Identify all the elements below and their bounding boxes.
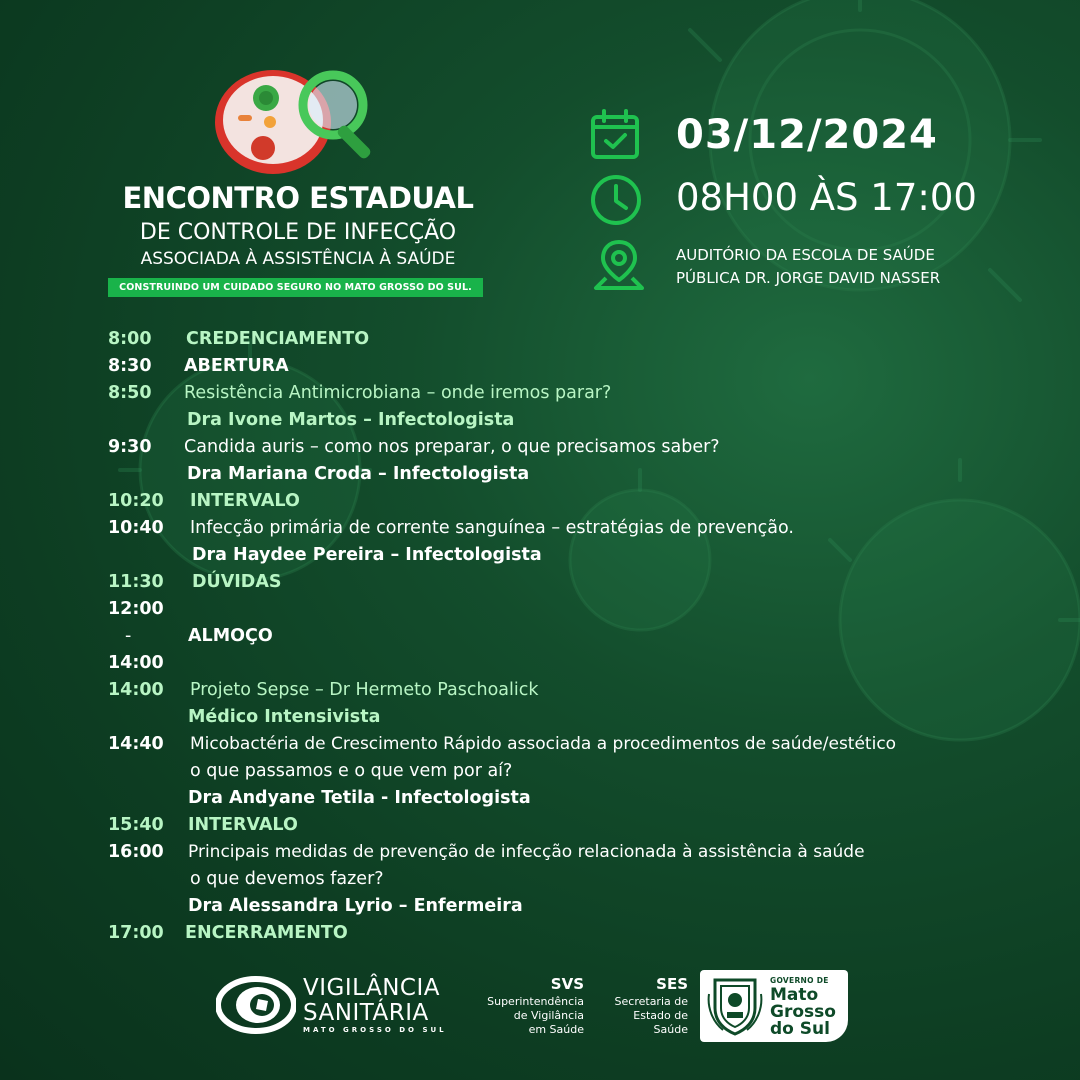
schedule-time: 15:40 xyxy=(108,815,164,835)
schedule-item: Infecção primária de corrente sanguínea – estratégias de prevenção. xyxy=(190,518,794,538)
schedule-item: Candida auris – como nos preparar, o que precisamos saber? xyxy=(184,437,720,457)
schedule-speaker: Dra Ivone Martos – Infectologista xyxy=(187,410,515,430)
schedule-time: 14:00 xyxy=(108,680,164,700)
schedule-time: 14:00 xyxy=(108,653,164,673)
schedule-speaker: Dra Andyane Tetila - Infectologista xyxy=(188,788,531,808)
schedule-time: 10:40 xyxy=(108,518,164,538)
gov-state-line1: Mato xyxy=(770,985,819,1005)
event-subtitle-line1: DE CONTROLE DE INFECÇÃO xyxy=(139,220,457,245)
visa-name-line3: MATO GROSSO DO SUL xyxy=(303,1026,447,1034)
petri-dish-magnifier-icon xyxy=(208,60,398,180)
vigilancia-sanitaria-logo-icon xyxy=(216,975,296,1035)
schedule-time: 10:20 xyxy=(108,491,164,511)
schedule-speaker: Médico Intensivista xyxy=(188,707,381,727)
svs-title: SVS xyxy=(550,975,584,993)
schedule-time: 8:00 xyxy=(108,329,152,349)
schedule-time: 8:30 xyxy=(108,356,152,376)
schedule-item: CREDENCIAMENTO xyxy=(186,329,370,349)
schedule-item: Principais medidas de prevenção de infecção relacionada à assistência à saúde xyxy=(188,842,865,862)
schedule-time-dash: - xyxy=(125,626,132,646)
schedule-item: INTERVALO xyxy=(190,491,300,511)
event-time: 08H00 ÀS 17:00 xyxy=(676,176,977,219)
schedule-item: Projeto Sepse – Dr Hermeto Paschoalick xyxy=(190,680,539,700)
ses-title: SES xyxy=(656,975,688,993)
svs-line3: em Saúde xyxy=(528,1023,584,1036)
schedule-time: 8:50 xyxy=(108,383,152,403)
schedule-time: 12:00 xyxy=(108,599,164,619)
schedule-item: Micobactéria de Crescimento Rápido associada a procedimentos de saúde/estético xyxy=(190,734,897,754)
schedule-item: DÚVIDAS xyxy=(192,572,282,592)
ses-line2: Estado de xyxy=(633,1009,688,1022)
event-title: ENCONTRO ESTADUAL xyxy=(122,181,474,215)
visa-name-line1: VIGILÂNCIA xyxy=(303,975,440,1001)
schedule-item: INTERVALO xyxy=(188,815,298,835)
ses-line1: Secretaria de xyxy=(614,995,688,1008)
event-subtitle-line2: ASSOCIADA À ASSISTÊNCIA À SAÚDE xyxy=(140,249,456,269)
schedule-speaker: Dra Haydee Pereira – Infectologista xyxy=(192,545,542,565)
schedule-speaker: Dra Alessandra Lyrio – Enfermeira xyxy=(188,896,523,916)
venue-line1: AUDITÓRIO DA ESCOLA DE SAÚDE xyxy=(676,246,935,264)
svs-line1: Superintendência xyxy=(487,995,584,1008)
schedule-time: 14:40 xyxy=(108,734,164,754)
schedule-item: ALMOÇO xyxy=(188,626,273,646)
event-date: 03/12/2024 xyxy=(676,112,938,158)
venue-line2: PÚBLICA DR. JORGE DAVID NASSER xyxy=(676,269,941,287)
tagline-banner: CONSTRUINDO UM CUIDADO SEGURO NO MATO GROSSO DO SUL. xyxy=(108,278,483,297)
ses-line3: Saúde xyxy=(653,1023,688,1036)
location-pin-icon xyxy=(592,238,646,292)
state-coat-of-arms-icon xyxy=(705,974,765,1038)
schedule-item-continued: o que passamos e o que vem por aí? xyxy=(190,761,513,781)
clock-icon xyxy=(589,173,643,227)
schedule-item: ENCERRAMENTO xyxy=(185,923,348,943)
gov-state-line3: do Sul xyxy=(770,1019,830,1039)
schedule-time: 17:00 xyxy=(108,923,164,943)
schedule-time: 11:30 xyxy=(108,572,164,592)
schedule-time: 9:30 xyxy=(108,437,152,457)
schedule-item-continued: o que devemos fazer? xyxy=(190,869,384,889)
calendar-check-icon xyxy=(589,109,641,161)
schedule-speaker: Dra Mariana Croda – Infectologista xyxy=(187,464,530,484)
svs-line2: de Vigilância xyxy=(513,1009,584,1022)
gov-label: GOVERNO DE xyxy=(770,976,829,985)
visa-name-line2: SANITÁRIA xyxy=(303,1000,429,1026)
schedule-time: 16:00 xyxy=(108,842,164,862)
gov-state-line2: Grosso xyxy=(770,1002,836,1022)
schedule-item: Resistência Antimicrobiana – onde iremos parar? xyxy=(184,383,612,403)
schedule-item: ABERTURA xyxy=(184,356,289,376)
